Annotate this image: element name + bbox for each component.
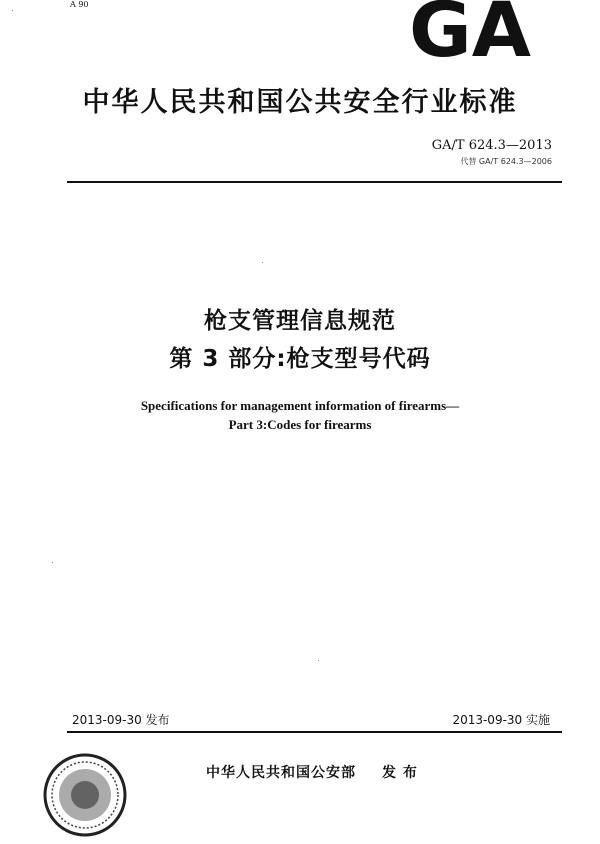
document-title-part: 第 3 部分:枪支型号代码 (169, 346, 431, 372)
replaces-standard: 代替 GA/T 624.3—2006 (460, 157, 552, 166)
scan-speck (318, 660, 319, 661)
ga-logo-icon (408, 0, 533, 58)
issue-date: 2013-09-30 发布 (72, 713, 170, 727)
publisher (206, 762, 418, 782)
seal-svg (40, 750, 130, 840)
org-title: 中华人民共和国公共安全行业标准 (82, 87, 518, 118)
implement-date: 2013-09-30 实施 (452, 713, 550, 727)
ga-logo-text: GA (409, 0, 532, 58)
scan-speck (52, 562, 53, 563)
standard-number: GA/T 624.3—2013 (431, 138, 552, 153)
scan-speck (262, 262, 263, 263)
english-title-line1: Specifications for management information of firearms— (140, 398, 460, 413)
classification-code: A 90 (70, 0, 89, 9)
footer-divider (67, 731, 562, 733)
english-title-line2: Part 3:Codes for firearms (228, 417, 372, 432)
publisher-action: 发 布 (382, 765, 418, 781)
header-divider (67, 181, 562, 183)
document-title-main: 枪支管理信息规范 (204, 308, 396, 334)
official-seal-icon (40, 750, 130, 840)
publisher-name: 中华人民共和国公安部 (206, 765, 356, 781)
scan-speck (12, 10, 13, 11)
ga-logo-svg (408, 0, 533, 58)
